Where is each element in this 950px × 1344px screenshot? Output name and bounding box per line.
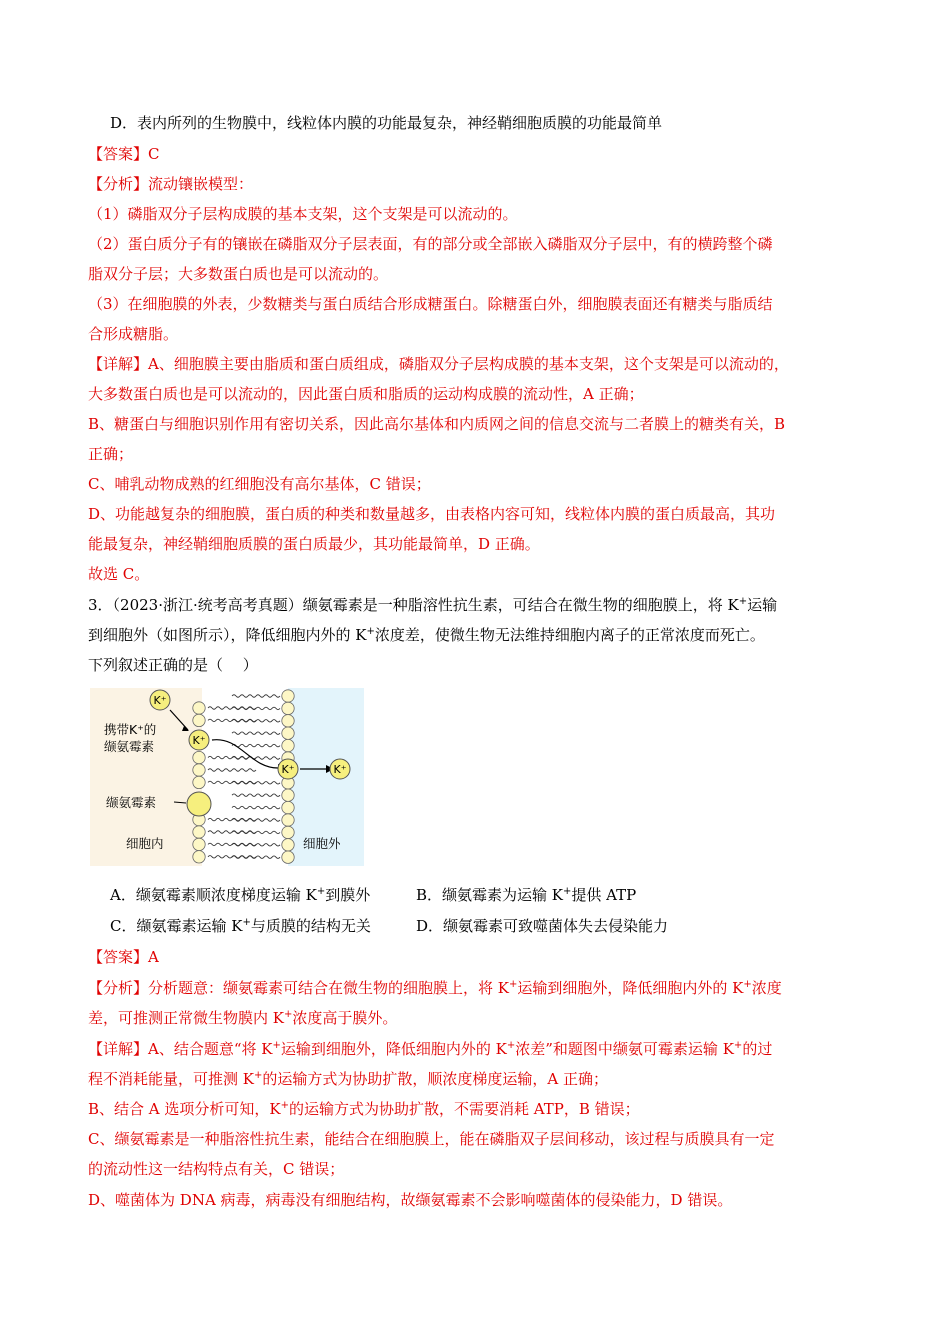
phospholipid-head <box>193 776 205 788</box>
lipid-tail <box>208 769 256 772</box>
detail-line-a: 【详解】A、细胞膜主要由脂质和蛋白质组成，磷脂双分子层构成膜的基本支架，这个支架是可以流动的， <box>88 355 789 373</box>
svg-text:细胞外: 细胞外 <box>303 836 341 851</box>
detail2-line-6: D、噬菌体为 DNA 病毒，病毒没有细胞结构，故缬氨霉素不会影响噬菌体的侵染能力，D 错误。 <box>88 1191 733 1209</box>
phospholipid-head <box>193 764 205 776</box>
lipid-tail <box>232 732 280 735</box>
phospholipid-head <box>282 826 294 838</box>
detail-line-a-cont: 大多数蛋白质也是可以流动的，因此蛋白质和脂质的运动构成膜的流动性，A 正确； <box>88 385 644 403</box>
svg-text:缬氨霉素: 缬氨霉素 <box>106 795 157 810</box>
detail2-line-4: C、缬氨霉素是一种脂溶性抗生素，能结合在细胞膜上，能在磷脂双子层间移动，该过程与质膜具有一定 <box>88 1130 775 1148</box>
phospholipid-head <box>193 751 205 763</box>
analysis-line: 【分析】流动镶嵌模型： <box>88 175 254 193</box>
lipid-tail <box>232 695 280 698</box>
option-a[interactable]: A．缬氨霉素顺浓度梯度运输 K+到膜外 <box>110 886 371 904</box>
svg-text:K⁺: K⁺ <box>153 694 167 707</box>
phospholipid-head <box>282 801 294 813</box>
phospholipid-head <box>282 702 294 714</box>
phospholipid-head <box>193 714 205 726</box>
analysis-item-2-cont: 脂双分子层；大多数蛋白质也是可以流动的。 <box>88 265 389 283</box>
detail-line-d: D、功能越复杂的细胞膜，蛋白质的种类和数量越多，由表格内容可知，线粒体内膜的蛋白质最高，其功 <box>88 505 776 523</box>
valinomycin-molecule <box>187 792 211 816</box>
analysis-item-3-cont: 合形成糖脂。 <box>88 325 179 343</box>
detail-line-b-cont: 正确； <box>88 445 134 463</box>
detail2-line-1: 【详解】A、结合题意“将 K+运输到细胞外，降低细胞内外的 K+浓差”和题图中缬氨可霉素运输 K+的过 <box>88 1040 773 1058</box>
detail-line-d-cont: 能最复杂，神经鞘细胞质膜的蛋白质最少，其功能最简单，D 正确。 <box>88 535 540 553</box>
svg-text:K⁺: K⁺ <box>281 763 295 776</box>
question-3-line-3: 下列叙述正确的是（ ） <box>88 656 258 674</box>
options-row-2 <box>110 911 890 941</box>
phospholipid-head <box>282 851 294 863</box>
question-3-line-1: 3．（2023·浙江·统考高考真题）缬氨霉素是一种脂溶性抗生素，可结合在微生物的细胞膜上，将 K+运输 <box>88 596 778 614</box>
conclusion-line: 故选 C。 <box>88 565 150 583</box>
answer-line-2: 【答案】A <box>88 948 159 966</box>
analysis-item-1: （1）磷脂双分子层构成膜的基本支架，这个支架是可以流动的。 <box>88 205 518 223</box>
option-c[interactable]: C．缬氨霉素运输 K+与质膜的结构无关 <box>110 917 371 935</box>
phospholipid-head <box>193 702 205 714</box>
detail2-line-3: B、结合 A 选项分析可知，K+的运输方式为协助扩散，不需要消耗 ATP，B 错误； <box>88 1100 640 1118</box>
phospholipid-head <box>282 715 294 727</box>
option-d[interactable]: D．缬氨霉素可致噬菌体失去侵染能力 <box>416 917 669 935</box>
arrow-2 <box>212 740 278 768</box>
options-row-1 <box>110 880 890 910</box>
phospholipid-head <box>193 851 205 863</box>
phospholipid-head <box>282 814 294 826</box>
lipid-tail <box>232 794 280 797</box>
phospholipid-head <box>282 727 294 739</box>
option-d-line: D．表内所列的生物膜中，线粒体内膜的功能最复杂，神经鞘细胞质膜的功能最简单 <box>110 114 663 132</box>
lipid-tail <box>232 806 280 809</box>
valinomycin-diagram <box>90 688 364 866</box>
analysis-item-2: （2）蛋白质分子有的镶嵌在磷脂双分子层表面，有的部分或全部嵌入磷脂双分子层中，有的横跨整个磷 <box>88 235 773 253</box>
phospholipid-heads <box>193 690 294 864</box>
analysis2-line-2: 差，可推测正常微生物膜内 K+浓度高于膜外。 <box>88 1009 398 1027</box>
detail-line-c: C、哺乳动物成熟的红细胞没有高尔基体，C 错误； <box>88 475 431 493</box>
detail2-line-2: 程不消耗能量，可推测 K+的运输方式为协助扩散，顺浓度梯度运输，A 正确； <box>88 1070 608 1088</box>
option-b[interactable]: B．缬氨霉素为运输 K+提供 ATP <box>416 886 637 904</box>
svg-text:携带K⁺的: 携带K⁺的 <box>104 722 157 737</box>
phospholipid-head <box>282 789 294 801</box>
svg-text:K⁺: K⁺ <box>192 734 206 747</box>
phospholipid-head <box>282 739 294 751</box>
detail-line-b: B、糖蛋白与细胞识别作用有密切关系，因此高尔基体和内质网之间的信息交流与二者膜上的糖类有关，B <box>88 415 786 433</box>
analysis-item-3: （3）在细胞膜的外表，少数糖类与蛋白质结合形成糖蛋白。除糖蛋白外，细胞膜表面还有糖类与脂质结 <box>88 295 773 313</box>
phospholipid-head <box>193 826 205 838</box>
lipid-tails <box>208 695 280 859</box>
svg-text:K⁺: K⁺ <box>333 763 347 776</box>
question-3-line-2: 到细胞外（如图所示），降低细胞内外的 K+浓度差，使微生物无法维持细胞内离子的正常浓度而死亡。 <box>88 626 765 644</box>
phospholipid-head <box>193 838 205 850</box>
lipid-tail <box>232 744 280 747</box>
svg-text:细胞内: 细胞内 <box>126 836 164 851</box>
analysis2-line-1: 【分析】分析题意：缬氨霉素可结合在微生物的细胞膜上，将 K+运输到细胞外，降低细胞内外的 K+浓度 <box>88 979 782 997</box>
answer-line: 【答案】C <box>88 145 160 163</box>
svg-text:缬氨霉素: 缬氨霉素 <box>104 739 155 754</box>
phospholipid-head <box>282 839 294 851</box>
answer-tag: 【答案】 <box>88 145 149 163</box>
phospholipid-head <box>282 690 294 702</box>
detail2-line-5: 的流动性这一结构特点有关，C 错误； <box>88 1160 345 1178</box>
